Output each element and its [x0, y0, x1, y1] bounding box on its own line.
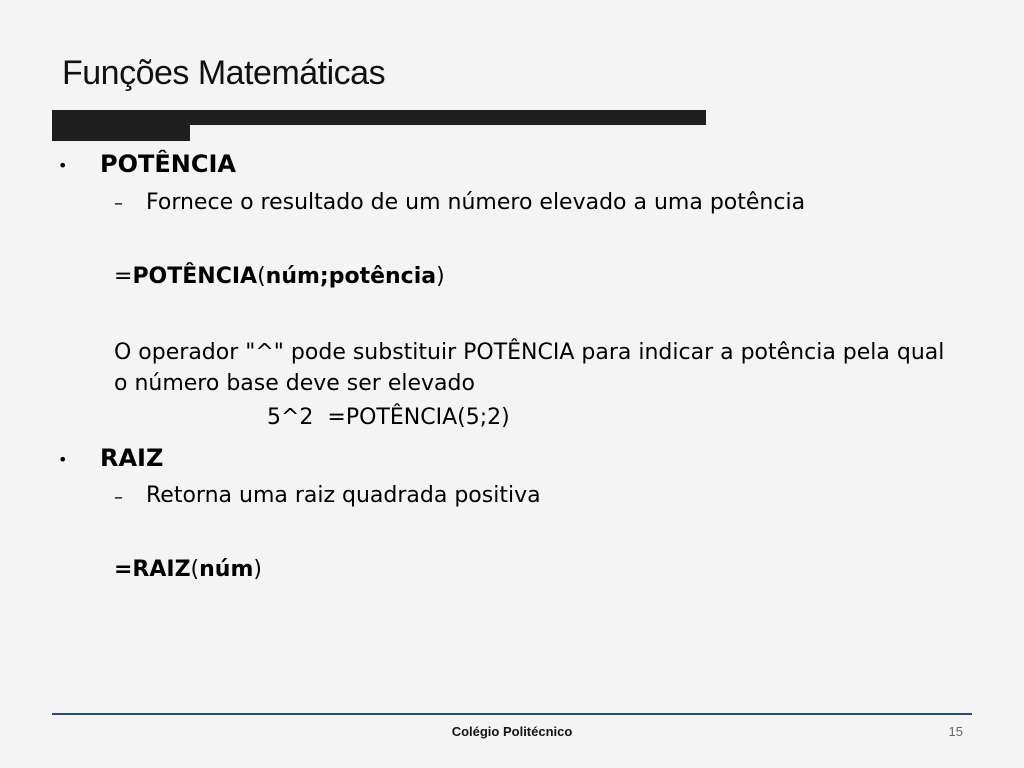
description-potencia: Fornece o resultado de um número elevado a uma potência [146, 190, 806, 215]
formula-arguments: núm [199, 557, 254, 582]
formula-potencia [114, 264, 445, 289]
page-number: 15 [948, 724, 963, 739]
bullet-potencia: • [58, 156, 68, 175]
title-accent-block [52, 110, 190, 141]
example-potencia: 5^2 =POTÊNCIA(5;2) [267, 405, 510, 430]
dash-potencia: – [114, 193, 123, 214]
formula-equals: = [114, 264, 133, 289]
slide-title: Funções Matemáticas [62, 54, 386, 92]
formula-open-paren: ( [190, 557, 200, 582]
formula-close-paren: ) [436, 264, 445, 289]
formula-function-name: POTÊNCIA [132, 264, 258, 289]
formula-arguments: núm;potência [265, 264, 437, 289]
note-operator: O operador "^" pode substituir POTÊNCIA para indicar a potência pela qual o número base deve ser elevado [114, 340, 945, 396]
formula-close-paren: ) [253, 557, 262, 582]
description-raiz: Retorna uma raiz quadrada positiva [146, 483, 541, 508]
formula-raiz [114, 557, 262, 582]
heading-raiz: RAIZ [100, 444, 164, 472]
formula-open-paren: ( [257, 264, 266, 289]
footer-divider [52, 713, 972, 715]
dash-raiz: – [114, 487, 123, 508]
formula-function-name: =RAIZ [114, 557, 191, 582]
footer-school-name: Colégio Politécnico [451, 724, 573, 739]
heading-potencia: POTÊNCIA [100, 150, 236, 178]
bullet-raiz: • [58, 450, 68, 469]
